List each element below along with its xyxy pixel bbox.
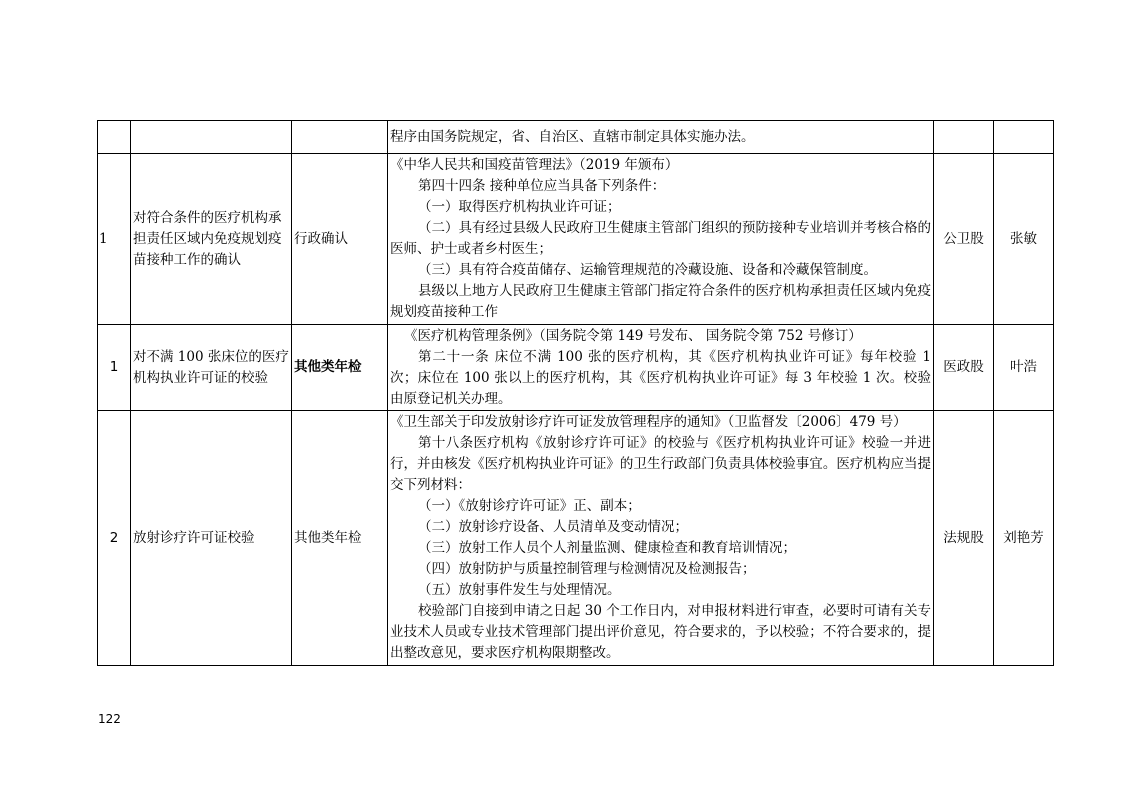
- basis-line: （三）放射工作人员个人剂量监测、健康检查和教育培训情况；: [418, 540, 796, 556]
- basis-line: 第十八条医疗机构《放射诊疗许可证》的校验与《医疗机构执业许可证》校验一并进行，并由核发《医疗机构执业许可证》的卫生行政部门负责具体校验事宜。医疗机构应当提交下列材料：: [390, 435, 931, 493]
- legal-basis-cell: [388, 154, 934, 325]
- basis-line: （一）《放射诊疗许可证》正、副本；: [418, 498, 641, 514]
- power-type-cell: 行政确认: [292, 154, 388, 325]
- basis-line: （五）放射事件发生与处理情况。: [418, 582, 621, 598]
- basis-line: 县级以上地方人民政府卫生健康主管部门指定符合条件的医疗机构承担责任区域内免疫规划疫苗接种工作: [390, 283, 931, 320]
- basis-line: （一）取得医疗机构执业许可证；: [418, 199, 621, 215]
- row-number-cell: 2: [98, 411, 131, 666]
- legal-basis-cell: [388, 411, 934, 666]
- basis-line: 第四十四条 接种单位应当具备下列条件：: [418, 178, 666, 194]
- basis-line: 第二十一条 床位不满 100 张的医疗机构，其《医疗机构执业许可证》每年校验 1 次；床位在 100 张以上的医疗机构，其《医疗机构执业许可证》每 3 年校验 1 次。校验由原登记机关办理。: [390, 348, 931, 407]
- department-cell: [934, 121, 994, 154]
- basis-line: （三）具有符合疫苗储存、运输管理规范的冷藏设施、设备和冷藏保管制度。: [418, 262, 877, 278]
- table-row: [98, 325, 1054, 411]
- power-type-cell: 其他类年检: [292, 411, 388, 666]
- department-cell: 公卫股: [934, 154, 994, 325]
- table-row: [98, 121, 1054, 154]
- basis-line: 程序由国务院规定，省、自治区、直辖市制定具体实施办法。: [390, 128, 755, 145]
- power-type-cell: [292, 121, 388, 154]
- basis-line: 《中华人民共和国疫苗管理法》（2019 年颁布）: [390, 157, 679, 173]
- legal-basis-cell: [388, 121, 934, 154]
- item-name-cell: [131, 121, 292, 154]
- table-row: [98, 411, 1054, 666]
- department-cell: 法规股: [934, 411, 994, 666]
- legal-basis-cell: [388, 325, 934, 411]
- row-number-cell: [98, 121, 131, 154]
- item-name-cell: 放射诊疗许可证校验: [131, 411, 292, 666]
- row-number-cell: 1: [98, 154, 131, 325]
- basis-line: 校验部门自接到申请之日起 30 个工作日内，对申报材料进行审查，必要时可请有关专业技术人员或专业技术管理部门提出评价意见，符合要求的，予以校验；不符合要求的，提出整改意见，要求医疗机构限期整改。: [390, 603, 931, 661]
- row-number-cell: 1: [98, 325, 131, 411]
- responsible-person-cell: [994, 121, 1054, 154]
- department-cell: 医政股: [934, 325, 994, 411]
- responsible-person-cell: 叶浩: [994, 325, 1054, 411]
- responsible-person-cell: 张敏: [994, 154, 1054, 325]
- table-row: [98, 154, 1054, 325]
- basis-line: （二）具有经过县级人民政府卫生健康主管部门组织的预防接种专业培训并考核合格的医师、护士或者乡村医生；: [390, 220, 931, 257]
- basis-line: 《医疗机构管理条例》（国务院令第 149 号发布、 国务院令第 752 号修订）: [404, 327, 862, 344]
- responsible-person-cell: 刘艳芳: [994, 411, 1054, 666]
- power-type-cell: 其他类年检: [292, 325, 388, 411]
- item-name-cell: 对不满 100 张床位的医疗机构执业许可证的校验: [131, 325, 292, 411]
- power-list-table: [97, 120, 1054, 666]
- page-number: 122: [98, 712, 121, 726]
- basis-line: （二）放射诊疗设备、人员清单及变动情况；: [418, 519, 688, 535]
- basis-line: 《卫生部关于印发放射诊疗许可证发放管理程序的通知》（卫监督发〔2006〕479 号）: [390, 414, 907, 430]
- item-name-cell: 对符合条件的医疗机构承担责任区域内免疫规划疫苗接种工作的确认: [131, 154, 292, 325]
- basis-line: （四）放射防护与质量控制管理与检测情况及检测报告；: [418, 561, 756, 577]
